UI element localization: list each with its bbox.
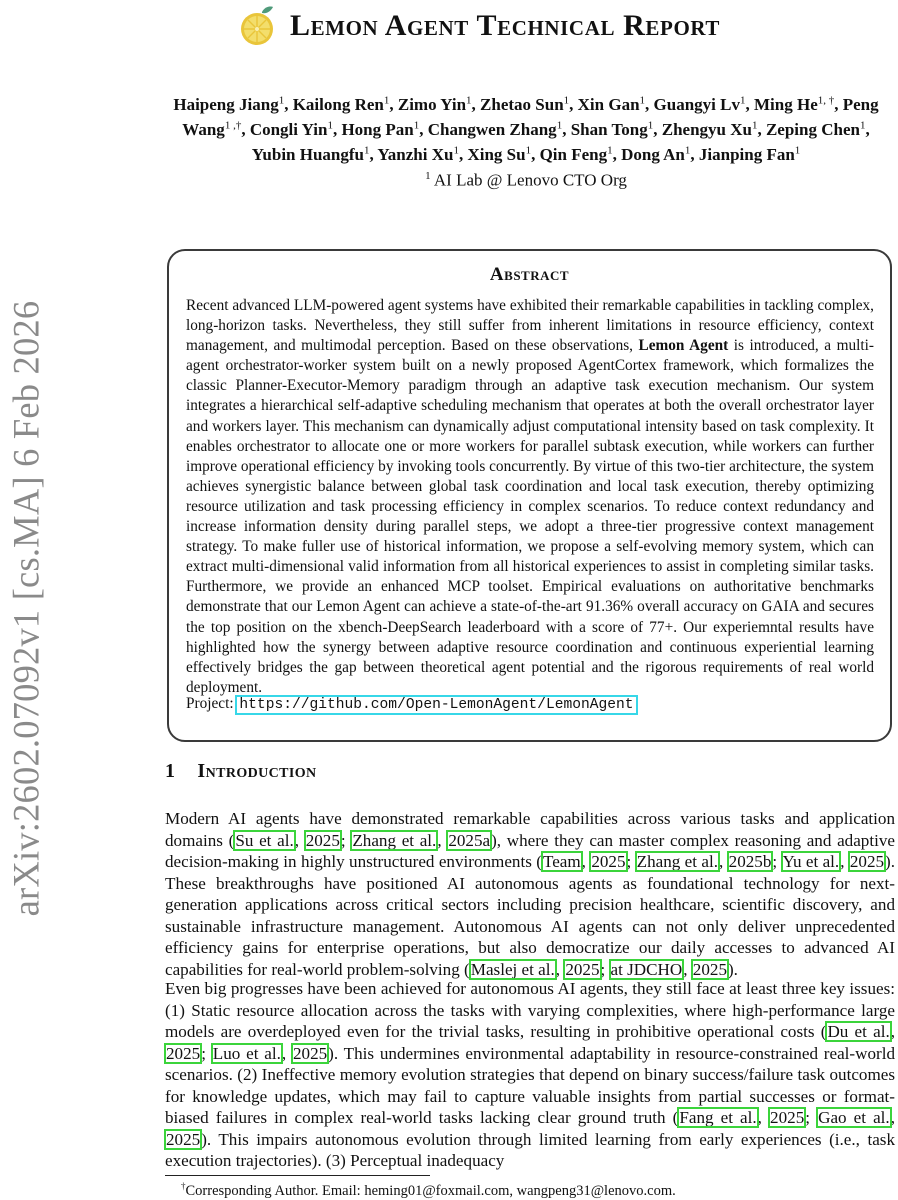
abstract-text: Recent advanced LLM-powered agent systems have exhibited their remarkable capabilities in tackling complex, long-horizon tasks. Nevertheless, they still suffer from inherent limitations in resource efficiency, context management, and multimodal perception. Based on these observations, Lemon Agent is introduced, a multi-agent orchestrator-worker system built on a newly proposed AgentCortex framework, which formalizes the classic Planner-Executor-Memory paradigm through an adaptive task execution mechanism. Our system integrates a hierarchical self-adaptive scheduling mechanism that operates at both the overall orchestrator layer and workers layer. This mechanism can dynamically adjust computational intensity based on task complexity. It enables orchestrator to allocate one or more workers for parallel subtask execution, while workers can further improve operational efficiency by invoking tools concurrently. By virtue of this two-tier architecture, the system achieves synergistic balance between global task coordination and local task execution, thereby optimizing resource utilization and task processing efficiency in complex scenarios. To reduce context redundancy and increase information density during parallel steps, we adopt a three-tier progressive context management strategy. To make fuller use of historical information, we propose a self-evolving memory system, which can extract multi-dimensional valid information from all historical experiences to assist in completing similar tasks. Furthermore, we provide an enhanced MCP toolset. Empirical evaluations on authoritative benchmarks demonstrate that our Lemon Agent can achieve a state-of-the-art 91.36% overall accuracy on GAIA and secures the top position on the xbench-DeepSearch leaderboard with a score of 77+. Our experiemntal results have highlighted how the synergy between adaptive resource coordination and continuous experiential learning effectively bridges the gap between theoretical agent potential and the rigorous requirements of real world deployment. — [186, 297, 874, 696]
author: Xin Gan$^1$ — [577, 94, 646, 114]
lemon-slice-icon — [238, 5, 280, 47]
author: Congli Yin$^1$ — [249, 119, 333, 139]
section-heading-introduction — [165, 760, 317, 783]
citation-year-link[interactable]: 2025 — [591, 852, 626, 871]
citation-year-link[interactable]: 2025 — [849, 852, 885, 871]
author: Zhengyu Xu$^1$ — [661, 119, 758, 139]
author: Changwen Zhang$^1$ — [427, 119, 563, 139]
author: Zhetao Sun$^1$ — [480, 94, 570, 114]
citation-link[interactable]: at JDCHO — [610, 959, 683, 979]
citation-link[interactable]: Gao et al. — [818, 1108, 890, 1127]
author: Xing Su$^1$ — [467, 144, 532, 164]
citation-link[interactable]: Du et al. — [827, 1022, 890, 1041]
citation-year-link[interactable]: 2025 — [692, 959, 727, 979]
citation-link[interactable]: Yu et al. — [782, 852, 840, 871]
author: Kailong Ren$^1$ — [292, 94, 390, 114]
author: Jianping Fan$^1$ — [698, 144, 801, 164]
citation-link[interactable]: Maslej et al. — [470, 959, 555, 979]
arxiv-identifier-stamp — [4, 258, 48, 958]
intro-paragraph-1: Modern AI agents have demonstrated remarkable capabilities across various tasks and application domains (Su et al., 2025; Zhang et al., 2025a), where they can master complex reasoning and adaptive decision-making in highly unstructured environments (Team, 2025; Zhang et al., 2025b; Yu et al., 2025). These breakthroughs have positioned AI autonomous agents as foundational technology for next-generation applications across critical sectors including precision healthcare, scientific discovery, and sustainable infrastructure management. Autonomous AI agents can not only deliver unprecedented efficiency gains for enterprise operations, but also democratize our daily accesses to advanced AI capabilities for real-world problem-solving (Maslej et al., 2025; at JDCHO, 2025). — [165, 809, 896, 979]
intro-paragraph-2: Even big progresses have been achieved for autonomous AI agents, they still face at least three key issues: (1) Static resource allocation across the tasks with varying complexities, where high-performance large models are overdeployed even for the trivial tasks, resulting in prohibitive operational costs (Du et al., 2025; Luo et al., 2025). This undermines environmental adaptability in resource-constrained real-world scenarios. (2) Ineffective memory evolution strategies that depend on binary success/failure task outcomes for knowledge updates, which may fail to capture valuable insights from partial successes or format-biased failures in complex real-world tasks lacking clear ground truth (Fang et al., 2025; Gao et al., 2025). This impairs autonomous evolution through limited learning from early experiences (i.e., task execution trajectories). (3) Perceptual inadequacy — [165, 979, 896, 1170]
abstract-box — [167, 249, 892, 742]
affiliation: $^1$ AI Lab @ Lenovo CTO Org — [425, 170, 627, 190]
author: Peng Wang$^{1 ,\dagger}$ — [182, 94, 879, 139]
footnote-corresponding-author: †Corresponding Author. Email: heming01@foxmail.com, wangpeng31@lenovo.com. — [181, 1181, 676, 1199]
author: Zeping Chen$^1$ — [765, 119, 866, 139]
citation-year-link[interactable]: 2025 — [292, 1043, 328, 1063]
citation-link[interactable]: Luo et al. — [212, 1043, 281, 1063]
title-row — [0, 4, 898, 48]
citation-year-link[interactable]: 2025b — [728, 852, 772, 871]
citation-link[interactable]: Fang et al. — [679, 1108, 757, 1127]
citation-link[interactable]: Zhang et al. — [636, 852, 718, 871]
citation-year-link[interactable]: 2025a — [448, 830, 491, 850]
system-name: Lemon Agent — [638, 337, 729, 355]
citation-year-link[interactable]: 2025 — [166, 1129, 201, 1149]
author: Hong Pan$^1$ — [341, 119, 420, 139]
arxiv-id-text: arXiv:2602.07092v1 [cs.MA] 6 Feb 2026 — [5, 300, 47, 916]
author: Shan Tong$^1$ — [570, 119, 654, 139]
author: Haipeng Jiang$^1$ — [173, 94, 285, 114]
author-list: Haipeng Jiang$^1$, Kailong Ren$^1$, Zimo Yin$^1$, Zhetao Sun$^1$, Xin Gan$^1$, Guangyi Lv$^1$, Ming $He^{1, \dagger}$, Peng Wang$^{1 ,\dagger}$, Congli Yin$^1$, Hong Pan$^1$, Changwen Zhang$^1$, Shan Tong$^1$, Zhengyu Xu$^1$, Zeping Chen$^1$, Yubin Huangfu$^1$, Yanzhi Xu$^1$, Xing Su$^1$, Qin Feng$^1$, Dong An$^1$, Jianping Fan$^1$ — [173, 94, 879, 164]
section-number: 1 — [165, 760, 176, 782]
citation-link[interactable]: Zhang et al. — [352, 830, 437, 850]
citation-year-link[interactable]: 2025 — [565, 959, 600, 979]
author: Guangyi Lv$^1$ — [653, 94, 746, 114]
citation-year-link[interactable]: 2025 — [166, 1043, 201, 1063]
project-label: Project: — [186, 695, 234, 712]
citation-year-link[interactable]: 2025 — [770, 1108, 805, 1127]
author: Qin Feng$^1$ — [539, 144, 613, 164]
author: Dong An$^1$ — [621, 144, 691, 164]
section-title: Introduction — [197, 760, 317, 782]
author: Zimo Yin$^1$ — [397, 94, 472, 114]
paper-title: Lemon Agent Technical Report — [289, 9, 721, 42]
author: Yanzhi Xu$^1$ — [377, 144, 459, 164]
project-line — [186, 695, 636, 713]
citation-link[interactable]: Team — [542, 852, 581, 871]
footnote-divider — [165, 1175, 430, 1176]
author: Yubin Huangfu$^1$ — [251, 144, 370, 164]
author: Ming $He^{1, \dagger}$ — [754, 94, 835, 114]
project-link[interactable]: https://github.com/Open-LemonAgent/LemonAgent — [239, 697, 634, 713]
abstract-heading: Abstract — [489, 264, 570, 285]
citation-link[interactable]: Su et al. — [235, 830, 294, 850]
citation-year-link[interactable]: 2025 — [305, 830, 340, 850]
